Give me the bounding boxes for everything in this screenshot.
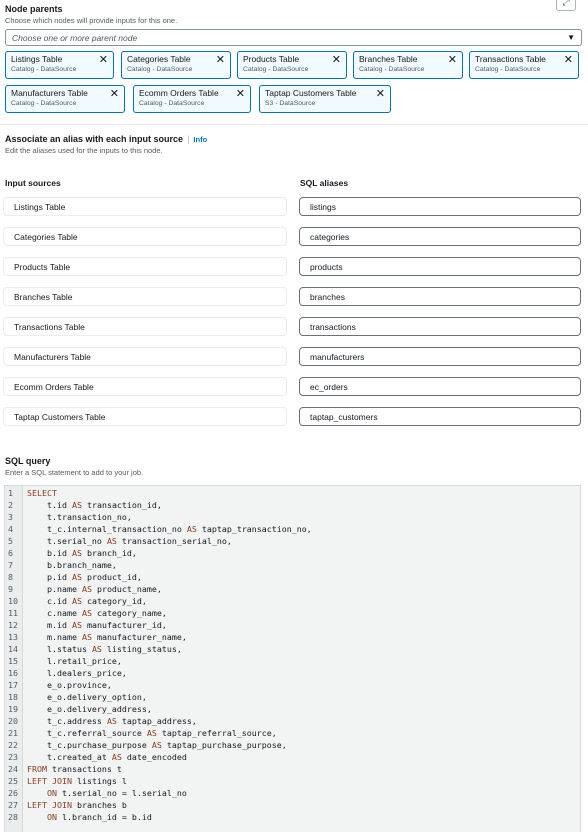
line-number: 2 <box>8 500 13 510</box>
token-label: Taptap Customers Table <box>265 88 357 98</box>
line-text: t_c.purchase_purpose AS taptap_purchase_purpose, <box>27 740 287 750</box>
sql-alias-input[interactable] <box>299 257 581 276</box>
code-line <box>5 559 581 571</box>
line-text: b.id AS branch_id, <box>27 548 137 558</box>
line-number: 23 <box>8 752 18 762</box>
token-source: Catalog - DataSource <box>243 66 309 73</box>
line-text: FROM transactions t <box>27 764 122 774</box>
sql-keyword: AS <box>151 740 162 750</box>
line-text: p.id AS product_id, <box>27 572 142 582</box>
sql-alias-input[interactable] <box>299 407 581 426</box>
parent-token <box>469 51 579 79</box>
section-divider <box>0 124 588 125</box>
line-text: t_c.address AS taptap_address, <box>27 716 197 726</box>
line-text: t_c.internal_transaction_no AS taptap_transaction_no, <box>27 524 312 534</box>
code-line <box>5 595 581 607</box>
close-icon[interactable]: ✕ <box>98 54 108 66</box>
code-line <box>5 511 581 523</box>
close-icon[interactable]: ✕ <box>215 54 225 66</box>
line-text: e_o.delivery_address, <box>27 704 152 714</box>
parent-token <box>5 85 125 113</box>
sql-keyword: AS <box>81 632 92 642</box>
line-number: 14 <box>8 644 18 654</box>
sql-keyword: AS <box>146 728 157 738</box>
token-label: Manufacturers Table <box>11 88 88 98</box>
line-text: b.branch_name, <box>27 560 117 570</box>
line-number: 27 <box>8 800 18 810</box>
close-icon[interactable]: ✕ <box>109 88 119 100</box>
sql-query-section <box>5 456 582 477</box>
line-number: 15 <box>8 656 18 666</box>
expand-icon[interactable]: ⤢ <box>556 0 576 11</box>
sql-keyword: JOIN <box>51 800 72 810</box>
parent-node-placeholder: Choose one or more parent node <box>12 32 138 43</box>
line-number: 20 <box>8 716 18 726</box>
line-text: e_o.province, <box>27 680 112 690</box>
line-number: 9 <box>8 584 13 594</box>
sql-keyword: FROM <box>27 764 47 774</box>
token-source: Catalog - DataSource <box>11 66 77 73</box>
code-line <box>5 655 581 667</box>
token-source: Catalog - DataSource <box>359 66 425 73</box>
sql-keyword: ON <box>46 812 57 822</box>
title-separator: | <box>187 134 190 144</box>
code-line <box>5 487 581 499</box>
token-source: Catalog - DataSource <box>11 100 77 107</box>
code-line <box>5 571 581 583</box>
code-line <box>5 691 581 703</box>
parent-token <box>5 51 114 79</box>
token-source: Catalog - DataSource <box>475 66 541 73</box>
caret-down-icon: ▼ <box>567 33 575 42</box>
code-line <box>5 751 581 763</box>
token-label: Products Table <box>243 54 300 64</box>
line-text: l.retail_price, <box>27 656 122 666</box>
line-text <box>27 487 57 499</box>
node-parents-description: Choose which nodes will provide inputs for this one. <box>5 16 178 25</box>
line-number: 16 <box>8 668 18 678</box>
alias-title <box>5 134 582 144</box>
line-text: ON l.branch_id = b.id <box>46 812 152 822</box>
sql-aliases-header: SQL aliases <box>300 178 349 188</box>
parent-token <box>259 85 391 113</box>
code-line <box>5 727 581 739</box>
alias-title-text: Associate an alias with each input source <box>5 134 184 144</box>
close-icon[interactable]: ✕ <box>375 88 385 100</box>
line-text: l.dealers_price, <box>27 668 127 678</box>
code-line <box>5 523 581 535</box>
code-line <box>5 607 581 619</box>
token-label: Transactions Table <box>475 54 546 64</box>
line-number: 5 <box>8 536 13 546</box>
input-source-cell: Products Table <box>3 257 287 276</box>
parent-node-select[interactable] <box>5 29 582 46</box>
code-line <box>5 799 581 811</box>
sql-code-editor[interactable] <box>4 485 581 832</box>
code-line <box>5 787 581 799</box>
sql-alias-input[interactable] <box>299 287 581 306</box>
code-line <box>5 643 581 655</box>
line-text: t_c.referral_source AS taptap_referral_source, <box>27 728 277 738</box>
sql-query-title: SQL query <box>5 456 51 466</box>
line-number: 28 <box>8 812 18 822</box>
sql-keyword: AS <box>71 620 82 630</box>
code-line <box>5 667 581 679</box>
input-source-cell: Manufacturers Table <box>3 347 287 366</box>
line-text: m.id AS manufacturer_id, <box>27 620 167 630</box>
line-number: 13 <box>8 632 18 642</box>
code-line <box>5 775 581 787</box>
code-line <box>5 679 581 691</box>
sql-alias-input[interactable] <box>299 317 581 336</box>
line-number: 8 <box>8 572 13 582</box>
token-label: Listings Table <box>11 54 63 64</box>
close-icon[interactable]: ✕ <box>447 54 457 66</box>
line-number: 10 <box>8 596 18 606</box>
line-number: 24 <box>8 764 18 774</box>
token-label: Categories Table <box>127 54 191 64</box>
sql-keyword: AS <box>81 584 92 594</box>
line-text: LEFT JOIN branches b <box>27 800 127 810</box>
line-text: t.created_at AS date_encoded <box>27 752 187 762</box>
input-source-cell: Ecomm Orders Table <box>3 377 287 396</box>
parent-token <box>353 51 463 79</box>
node-parents-title: Node parents <box>5 4 63 14</box>
sql-alias-input[interactable] <box>299 377 581 396</box>
line-number: 3 <box>8 512 13 522</box>
alias-section <box>5 134 582 155</box>
sql-keyword: AS <box>106 536 117 546</box>
line-text: c.name AS category_name, <box>27 608 167 618</box>
token-label: Ecomm Orders Table <box>139 88 219 98</box>
code-line <box>5 703 581 715</box>
code-line <box>5 715 581 727</box>
sql-keyword: AS <box>91 644 102 654</box>
sql-keyword: AS <box>106 716 117 726</box>
sql-keyword: JOIN <box>51 776 72 786</box>
sql-keyword: LEFT <box>27 776 47 786</box>
code-line <box>5 763 581 775</box>
input-source-cell: Transactions Table <box>3 317 287 336</box>
sql-keyword: AS <box>71 596 82 606</box>
close-icon[interactable]: ✕ <box>563 54 573 66</box>
line-number: 18 <box>8 692 18 702</box>
line-number: 22 <box>8 740 18 750</box>
sql-keyword: SELECT <box>27 488 57 498</box>
line-number: 17 <box>8 680 18 690</box>
input-source-cell: Branches Table <box>3 287 287 306</box>
line-number: 21 <box>8 728 18 738</box>
sql-keyword: AS <box>81 608 92 618</box>
sql-alias-input[interactable] <box>299 227 581 246</box>
line-text: ON t.serial_no = l.serial_no <box>46 788 187 798</box>
input-sources-header: Input sources <box>5 178 61 188</box>
token-source: Catalog - DataSource <box>139 100 205 107</box>
input-source-cell: Listings Table <box>3 197 287 216</box>
code-line <box>5 619 581 631</box>
line-text: c.id AS category_id, <box>27 596 147 606</box>
parent-token-list <box>5 51 582 113</box>
line-text: t.transaction_no, <box>27 512 132 522</box>
line-number: 26 <box>8 788 18 798</box>
line-number: 1 <box>8 488 13 498</box>
parent-token <box>121 51 231 79</box>
code-line <box>5 499 581 511</box>
sql-alias-input[interactable] <box>299 197 581 216</box>
line-number: 4 <box>8 524 13 534</box>
parent-token <box>237 51 347 79</box>
line-text: p.name AS product_name, <box>27 584 162 594</box>
token-source: S3 - DataSource <box>265 100 316 107</box>
code-line <box>5 811 581 823</box>
sql-alias-input[interactable] <box>299 347 581 366</box>
line-number: 19 <box>8 704 18 714</box>
code-line <box>5 583 581 595</box>
sql-keyword: LEFT <box>27 800 47 810</box>
line-text: t.serial_no AS transaction_serial_no, <box>27 536 232 546</box>
code-line <box>5 535 581 547</box>
close-icon[interactable]: ✕ <box>235 88 245 100</box>
line-number: 25 <box>8 776 18 786</box>
sql-keyword: AS <box>71 572 82 582</box>
info-link[interactable]: Info <box>193 135 208 144</box>
line-text: e_o.delivery_option, <box>27 692 147 702</box>
close-icon[interactable]: ✕ <box>331 54 341 66</box>
sql-query-description: Enter a SQL statement to add to your job. <box>5 468 144 477</box>
line-text: l.status AS listing_status, <box>27 644 182 654</box>
line-text: m.name AS manufacturer_name, <box>27 632 187 642</box>
sql-keyword: ON <box>46 788 57 798</box>
line-text: t.id AS transaction_id, <box>27 500 162 510</box>
line-number: 12 <box>8 620 18 630</box>
code-line <box>5 631 581 643</box>
node-parents-section <box>5 4 582 113</box>
alias-description: Edit the aliases used for the inputs to this node. <box>5 146 163 155</box>
input-source-cell: Taptap Customers Table <box>3 407 287 426</box>
line-text: LEFT JOIN listings l <box>27 776 127 786</box>
sql-keyword: AS <box>71 548 82 558</box>
line-number: 6 <box>8 548 13 558</box>
sql-keyword: AS <box>111 752 122 762</box>
code-line <box>5 739 581 751</box>
sql-keyword: AS <box>186 524 197 534</box>
sql-keyword: AS <box>71 500 82 510</box>
token-source: Catalog - DataSource <box>127 66 193 73</box>
token-label: Branches Table <box>359 54 418 64</box>
input-source-cell: Categories Table <box>3 227 287 246</box>
line-number: 7 <box>8 560 13 570</box>
line-number: 11 <box>8 608 18 618</box>
parent-token <box>133 85 251 113</box>
code-line <box>5 547 581 559</box>
